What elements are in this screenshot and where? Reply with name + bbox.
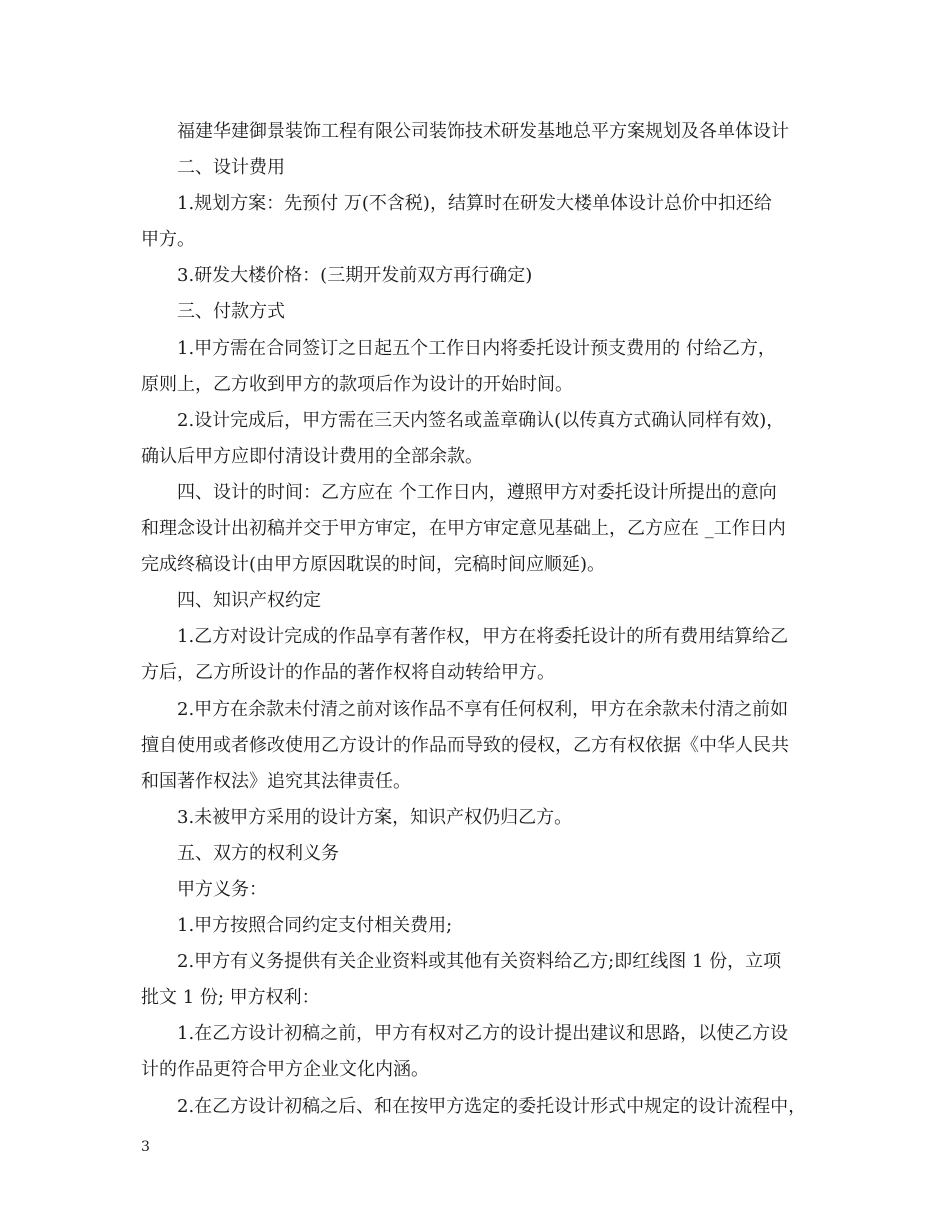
document-line: 和国著作权法》追究其法律责任。	[141, 770, 411, 792]
document-line: 确认后甲方应即付清设计费用的全部余款。	[141, 445, 483, 467]
document-body	[141, 114, 813, 1125]
document-line: 批文 1 份; 甲方权利：	[141, 987, 320, 1009]
document-line: 1.规划方案：先预付 万(不含税)，结算时在研发大楼单体设计总价中扣还给	[177, 193, 772, 215]
document-line: 1.甲方需在合同签订之日起五个工作日内将委托设计预支费用的 付给乙方，	[177, 337, 776, 359]
page-number: 3	[141, 1139, 150, 1155]
document-line: 2.设计完成后，甲方需在三天内签名或盖章确认(以传真方式确认同样有效)，	[177, 409, 785, 431]
document-line: 五、双方的权利义务	[177, 842, 339, 864]
document-line: 擅自使用或者修改使用乙方设计的作品而导致的侵权，乙方有权依据《中华人民共	[141, 734, 789, 756]
document-line: 甲方。	[141, 229, 195, 251]
document-line: 福建华建御景装饰工程有限公司装饰技术研发基地总平方案规划及各单体设计	[177, 121, 789, 142]
document-line: 原则上，乙方收到甲方的款项后作为设计的开始时间。	[141, 373, 573, 395]
document-line: 2.甲方在余款未付清之前对该作品不享有任何权利，甲方在余款未付清之前如	[177, 698, 789, 720]
document-line: 三、付款方式	[177, 301, 285, 323]
document-line: 1.乙方对设计完成的作品享有著作权，甲方在将委托设计的所有费用结算给乙	[177, 626, 789, 648]
document-line: 完成终稿设计(由甲方原因耽误的时间，完稿时间应顺延)。	[141, 554, 606, 576]
document-line: 2.甲方有义务提供有关企业资料或其他有关资料给乙方;即红线图 1 份，立项	[177, 951, 782, 973]
document-line: 2.在乙方设计初稿之后、和在按甲方选定的委托设计形式中规定的设计流程中，	[177, 1095, 807, 1117]
document-line: 甲方义务：	[177, 878, 267, 900]
document-line: 和理念设计出初稿并交于甲方审定，在甲方审定意见基础上，乙方应在 _工作日内	[141, 518, 786, 540]
document-line: 计的作品更符合甲方企业文化内涵。	[141, 1059, 429, 1081]
document-line: 3.未被甲方采用的设计方案，知识产权仍归乙方。	[177, 806, 573, 828]
document-line: 1.在乙方设计初稿之前，甲方有权对乙方的设计提出建议和思路，以使乙方设	[177, 1023, 789, 1045]
document-line: 四、设计的时间：乙方应在 个工作日内，遵照甲方对委托设计所提出的意向	[177, 481, 777, 503]
document-line: 四、知识产权约定	[177, 590, 321, 612]
document-line: 二、设计费用	[177, 157, 285, 179]
document-line: 方后，乙方所设计的作品的著作权将自动转给甲方。	[141, 662, 555, 684]
document-line: 1.甲方按照合同约定支付相关费用;	[177, 915, 453, 937]
document-line: 3.研发大楼价格：(三期开发前双方再行确定)	[177, 265, 533, 287]
